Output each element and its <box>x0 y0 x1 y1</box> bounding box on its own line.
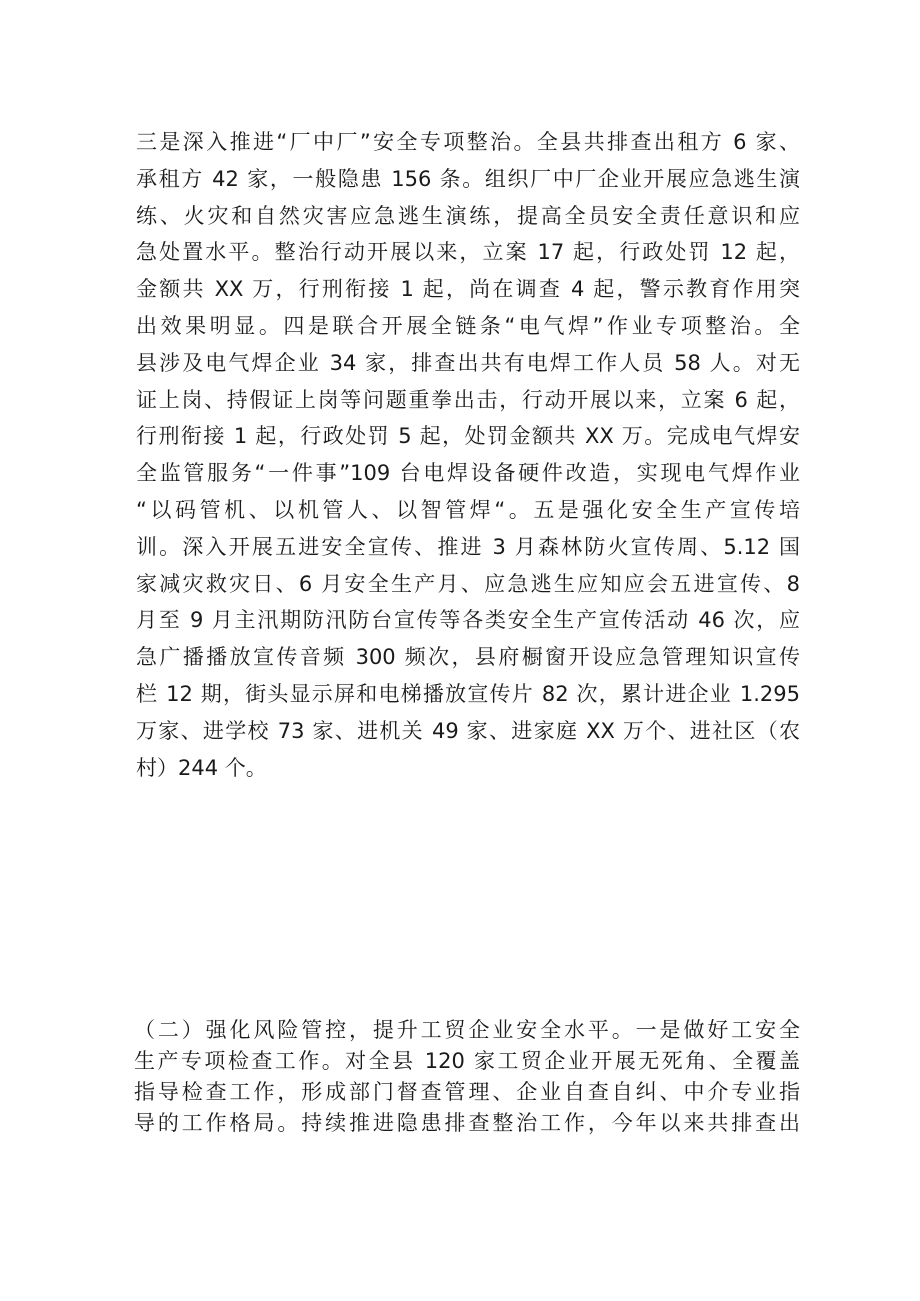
text-line: 县涉及电气焊企业 34 家，排查出共有电焊工作人员 58 人。对无 <box>136 350 800 375</box>
paragraph-campaigns <box>136 124 800 786</box>
text-line: 出效果明显。四是联合开展全链条“电气焊”作业专项整治。全 <box>136 313 800 338</box>
text-line: 练、火灾和自然灾害应急逃生演练，提高全员安全责任意识和应 <box>136 203 800 228</box>
text-line: 承租方 42 家，一般隐患 156 条。组织厂中厂企业开展应急逃生演 <box>136 166 800 191</box>
paragraph-risk-control <box>134 1015 800 1139</box>
text-line: 导的工作格局。持续推进隐患排查整治工作，今年以来共排查出 <box>134 1111 800 1135</box>
text-line: 三是深入推进“厂中厂”安全专项整治。全县共排查出租方 6 家、 <box>136 130 800 154</box>
text-line: “以码管机、以机管人、以智管焊“。五是强化安全生产宣传培 <box>136 497 800 522</box>
text-line: 金额共 XX 万，行刑衔接 1 起，尚在调查 4 起，警示教育作用突 <box>136 277 800 302</box>
text-line: 月至 9 月主汛期防汛防台宣传等各类安全生产宣传活动 46 次，应 <box>136 608 800 633</box>
text-line: 村）244 个。 <box>136 755 267 780</box>
text-line: 训。深入开展五进安全宣传、推进 3 月森林防火宣传周、5.12 国 <box>136 534 800 559</box>
text-line: 栏 12 期，街头显示屏和电梯播放宣传片 82 次，累计进企业 1.295 <box>136 681 800 706</box>
text-line: 急广播播放宣传音频 300 频次，县府橱窗开设应急管理知识宣传 <box>136 645 800 670</box>
text-line: 家减灾救灾日、6 月安全生产月、应急逃生应知应会五进宣传、8 <box>136 571 800 596</box>
text-line: （二）强化风险管控，提升工贸企业安全水平。一是做好工安全 <box>134 1018 800 1042</box>
text-line: 急处置水平。整治行动开展以来，立案 17 起，行政处罚 12 起， <box>136 240 800 265</box>
text-line: 生产专项检查工作。对全县 120 家工贸企业开展无死角、全覆盖 <box>134 1049 800 1073</box>
text-line: 全监管服务“一件事”109 台电焊设备硬件改造，实现电气焊作业 <box>136 461 800 486</box>
text-line: 万家、进学校 73 家、进机关 49 家、进家庭 XX 万个、进社区（农 <box>136 718 800 743</box>
text-line: 行刑衔接 1 起，行政处罚 5 起，处罚金额共 XX 万。完成电气焊安 <box>136 424 800 449</box>
text-line: 证上岗、持假证上岗等问题重拳出击，行动开展以来，立案 6 起， <box>136 387 800 412</box>
text-line: 指导检查工作，形成部门督查管理、企业自查自纠、中介专业指 <box>134 1080 800 1104</box>
